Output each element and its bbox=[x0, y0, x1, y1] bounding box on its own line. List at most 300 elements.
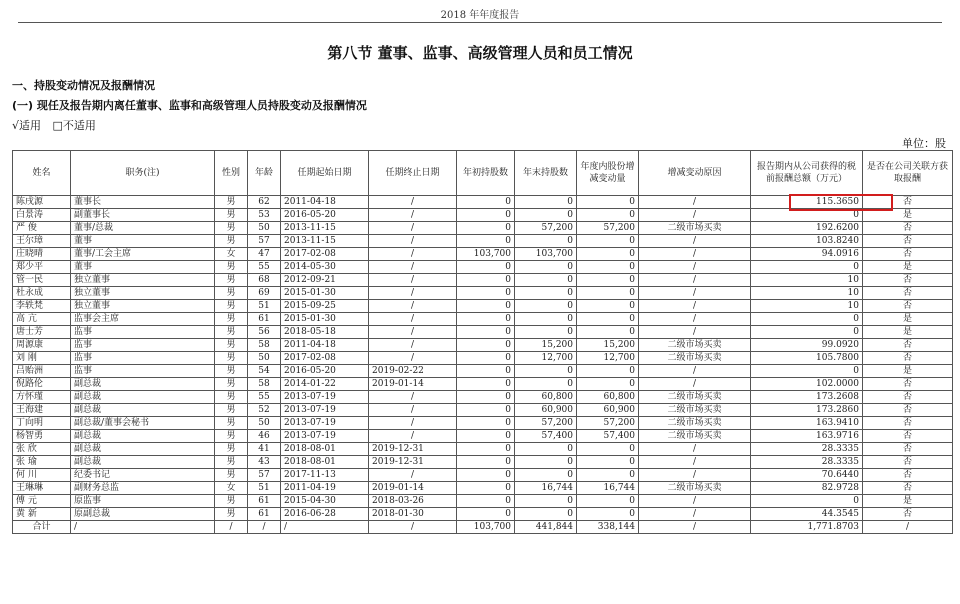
table-cell: 0 bbox=[457, 196, 515, 209]
table-row bbox=[13, 300, 953, 313]
table-cell: / bbox=[369, 430, 457, 443]
table-row bbox=[13, 469, 953, 482]
table-cell: 否 bbox=[863, 378, 953, 391]
table-cell: 0 bbox=[457, 352, 515, 365]
table-cell: 0 bbox=[577, 261, 639, 274]
table-cell: 杜永成 bbox=[13, 287, 71, 300]
table-cell: 否 bbox=[863, 482, 953, 495]
table-cell: 57,200 bbox=[515, 417, 577, 430]
table-cell: 41 bbox=[248, 443, 281, 456]
table-cell: 高 亢 bbox=[13, 313, 71, 326]
table-cell: / bbox=[863, 521, 953, 534]
table-cell: / bbox=[369, 287, 457, 300]
table-cell: 0 bbox=[515, 313, 577, 326]
table-cell: 董事 bbox=[71, 235, 215, 248]
table-cell: 0 bbox=[577, 456, 639, 469]
table-cell: 李轶梵 bbox=[13, 300, 71, 313]
table-cell: / bbox=[369, 261, 457, 274]
table-cell: 独立董事 bbox=[71, 274, 215, 287]
section-title: 第八节 董事、监事、高级管理人员和员工情况 bbox=[327, 44, 633, 62]
table-cell: / bbox=[639, 300, 751, 313]
table-cell: 0 bbox=[457, 508, 515, 521]
table-cell: 61 bbox=[248, 508, 281, 521]
table-cell: 0 bbox=[515, 326, 577, 339]
table-cell: / bbox=[369, 391, 457, 404]
table-cell: 2013-07-19 bbox=[281, 404, 369, 417]
column-header: 年末持股数 bbox=[515, 151, 577, 196]
table-cell: 白景涛 bbox=[13, 209, 71, 222]
column-header: 姓名 bbox=[13, 151, 71, 196]
table-row bbox=[13, 339, 953, 352]
table-cell: 0 bbox=[457, 469, 515, 482]
table-cell: 0 bbox=[577, 235, 639, 248]
table-cell: 吕贻洲 bbox=[13, 365, 71, 378]
table-cell: 副董事长 bbox=[71, 209, 215, 222]
table-cell: 副财务总监 bbox=[71, 482, 215, 495]
table-cell: 男 bbox=[215, 495, 248, 508]
table-cell: 女 bbox=[215, 248, 248, 261]
table-cell: 44.3545 bbox=[751, 508, 863, 521]
table-cell: 0 bbox=[577, 313, 639, 326]
table-cell: 46 bbox=[248, 430, 281, 443]
table-cell: 0 bbox=[577, 469, 639, 482]
table-cell: / bbox=[369, 417, 457, 430]
table-cell: 0 bbox=[515, 209, 577, 222]
table-cell: 50 bbox=[248, 417, 281, 430]
table-cell: / bbox=[639, 443, 751, 456]
table-cell: / bbox=[369, 521, 457, 534]
table-cell: 0 bbox=[515, 378, 577, 391]
table-cell: 0 bbox=[577, 508, 639, 521]
table-cell: 0 bbox=[457, 235, 515, 248]
table-cell: 0 bbox=[751, 495, 863, 508]
table-cell: 0 bbox=[577, 274, 639, 287]
table-cell: 二级市场买卖 bbox=[639, 417, 751, 430]
table-cell: 0 bbox=[577, 326, 639, 339]
table-cell: 2015-01-30 bbox=[281, 313, 369, 326]
table-cell: 董事长 bbox=[71, 196, 215, 209]
table-cell: 338,144 bbox=[577, 521, 639, 534]
table-cell: 2019-02-22 bbox=[369, 365, 457, 378]
table-cell: 2017-02-08 bbox=[281, 248, 369, 261]
table-cell: 103,700 bbox=[457, 521, 515, 534]
table-cell: 2018-03-26 bbox=[369, 495, 457, 508]
table-cell: 刘 刚 bbox=[13, 352, 71, 365]
table-cell: 0 bbox=[751, 209, 863, 222]
highlight-box bbox=[789, 194, 893, 211]
table-cell: 0 bbox=[577, 287, 639, 300]
column-header: 任期起始日期 bbox=[281, 151, 369, 196]
table-cell: 0 bbox=[457, 222, 515, 235]
table-cell: 否 bbox=[863, 417, 953, 430]
table-cell: 男 bbox=[215, 391, 248, 404]
table-cell: 男 bbox=[215, 300, 248, 313]
table-cell: 唐士芳 bbox=[13, 326, 71, 339]
table-cell: 副总裁/董事会秘书 bbox=[71, 417, 215, 430]
table-cell: 47 bbox=[248, 248, 281, 261]
table-cell: 58 bbox=[248, 378, 281, 391]
table-cell: 163.9410 bbox=[751, 417, 863, 430]
table-cell: 董事/工会主席 bbox=[71, 248, 215, 261]
table-cell: / bbox=[639, 248, 751, 261]
table-cell: / bbox=[639, 209, 751, 222]
table-cell: 男 bbox=[215, 287, 248, 300]
table-cell: 163.9716 bbox=[751, 430, 863, 443]
heading-holdings-compensation: 一、持股变动情况及报酬情况 bbox=[12, 79, 155, 92]
table-cell: 50 bbox=[248, 352, 281, 365]
column-header: 性别 bbox=[215, 151, 248, 196]
table-row bbox=[13, 352, 953, 365]
table-header-row bbox=[13, 151, 953, 196]
table-cell: 441,844 bbox=[515, 521, 577, 534]
table-cell: 99.0920 bbox=[751, 339, 863, 352]
table-cell: 2016-06-28 bbox=[281, 508, 369, 521]
table-cell: 是 bbox=[863, 313, 953, 326]
table-cell: / bbox=[369, 313, 457, 326]
table-cell: 54 bbox=[248, 365, 281, 378]
heading-directors-holdings: (一) 现任及报告期内离任董事、监事和高级管理人员持股变动及报酬情况 bbox=[12, 99, 367, 112]
table-cell: 0 bbox=[515, 443, 577, 456]
table-cell: / bbox=[639, 313, 751, 326]
table-cell: 60,900 bbox=[515, 404, 577, 417]
table-cell: 53 bbox=[248, 209, 281, 222]
table-cell: / bbox=[369, 339, 457, 352]
table-cell: 男 bbox=[215, 339, 248, 352]
table-cell: 二级市场买卖 bbox=[639, 430, 751, 443]
table-cell: 副总裁 bbox=[71, 443, 215, 456]
table-cell: 10 bbox=[751, 300, 863, 313]
table-cell: 2011-04-18 bbox=[281, 196, 369, 209]
table-row bbox=[13, 222, 953, 235]
table-cell: 16,744 bbox=[577, 482, 639, 495]
table-cell: / bbox=[369, 235, 457, 248]
table-cell: / bbox=[369, 326, 457, 339]
table-cell: / bbox=[639, 521, 751, 534]
table-cell: 二级市场买卖 bbox=[639, 482, 751, 495]
table-cell: 男 bbox=[215, 196, 248, 209]
table-cell: 1,771.8703 bbox=[751, 521, 863, 534]
table-cell: 2019-01-14 bbox=[369, 482, 457, 495]
option-applicable: √适用 bbox=[12, 119, 42, 132]
table-cell: 倪路伦 bbox=[13, 378, 71, 391]
table-row bbox=[13, 261, 953, 274]
table-cell: 15,200 bbox=[577, 339, 639, 352]
table-row bbox=[13, 313, 953, 326]
table-cell: 102.0000 bbox=[751, 378, 863, 391]
table-cell: 0 bbox=[515, 274, 577, 287]
table-cell: 监事会主席 bbox=[71, 313, 215, 326]
table-cell: 2018-05-18 bbox=[281, 326, 369, 339]
table-cell: 0 bbox=[457, 326, 515, 339]
table-cell: 0 bbox=[457, 274, 515, 287]
table-cell: 2019-01-14 bbox=[369, 378, 457, 391]
column-header: 年龄 bbox=[248, 151, 281, 196]
table-cell: 60,800 bbox=[577, 391, 639, 404]
table-cell: 王尔璋 bbox=[13, 235, 71, 248]
table-cell: 否 bbox=[863, 196, 953, 209]
table-cell: 82.9728 bbox=[751, 482, 863, 495]
table-cell: 0 bbox=[457, 365, 515, 378]
table-cell: 0 bbox=[751, 261, 863, 274]
table-cell: / bbox=[71, 521, 215, 534]
table-cell: 0 bbox=[457, 495, 515, 508]
table-cell: 男 bbox=[215, 417, 248, 430]
table-cell: 57 bbox=[248, 235, 281, 248]
table-cell: 否 bbox=[863, 404, 953, 417]
table-cell: 173.2608 bbox=[751, 391, 863, 404]
table-cell: 男 bbox=[215, 508, 248, 521]
column-header: 任期终止日期 bbox=[369, 151, 457, 196]
table-cell: 监事 bbox=[71, 365, 215, 378]
table-cell: 57,200 bbox=[515, 222, 577, 235]
table-cell: / bbox=[369, 469, 457, 482]
table-cell: 0 bbox=[457, 443, 515, 456]
table-cell: 173.2860 bbox=[751, 404, 863, 417]
table-cell: / bbox=[369, 404, 457, 417]
table-cell: 0 bbox=[457, 378, 515, 391]
table-cell: 2015-04-30 bbox=[281, 495, 369, 508]
table-cell: 王海建 bbox=[13, 404, 71, 417]
table-cell: 否 bbox=[863, 352, 953, 365]
table-cell: / bbox=[639, 261, 751, 274]
table-cell: 2019-12-31 bbox=[369, 443, 457, 456]
table-row bbox=[13, 274, 953, 287]
table-cell: 管一民 bbox=[13, 274, 71, 287]
table-cell: 0 bbox=[515, 300, 577, 313]
table-cell: 0 bbox=[457, 313, 515, 326]
table-cell: 0 bbox=[577, 209, 639, 222]
table-row bbox=[13, 248, 953, 261]
table-cell: 原监事 bbox=[71, 495, 215, 508]
table-cell: 2019-12-31 bbox=[369, 456, 457, 469]
table-cell: 0 bbox=[515, 508, 577, 521]
table-cell: 是 bbox=[863, 365, 953, 378]
table-row bbox=[13, 378, 953, 391]
table-cell: 傅 元 bbox=[13, 495, 71, 508]
table-cell: 103,700 bbox=[457, 248, 515, 261]
table-cell: 50 bbox=[248, 222, 281, 235]
table-cell: 192.6200 bbox=[751, 222, 863, 235]
table-cell: 否 bbox=[863, 443, 953, 456]
table-cell: 0 bbox=[577, 378, 639, 391]
table-cell: 郑少平 bbox=[13, 261, 71, 274]
table-cell: 副总裁 bbox=[71, 391, 215, 404]
table-cell: 男 bbox=[215, 404, 248, 417]
table-cell: 否 bbox=[863, 287, 953, 300]
table-cell: 28.3335 bbox=[751, 443, 863, 456]
table-cell: 丁向明 bbox=[13, 417, 71, 430]
column-header: 是否在公司关联方获取报酬 bbox=[863, 151, 953, 196]
table-cell: 男 bbox=[215, 430, 248, 443]
table-cell: 2014-05-30 bbox=[281, 261, 369, 274]
column-header: 年度内股份增减变动量 bbox=[577, 151, 639, 196]
table-cell: 方怀瑾 bbox=[13, 391, 71, 404]
table-cell: 男 bbox=[215, 313, 248, 326]
table-cell: 61 bbox=[248, 495, 281, 508]
table-cell: 51 bbox=[248, 482, 281, 495]
table-row bbox=[13, 456, 953, 469]
table-cell: / bbox=[639, 287, 751, 300]
table-cell: / bbox=[639, 326, 751, 339]
table-cell: 纪委书记 bbox=[71, 469, 215, 482]
table-cell: 52 bbox=[248, 404, 281, 417]
table-cell: / bbox=[215, 521, 248, 534]
table-row bbox=[13, 417, 953, 430]
table-cell: 陈戌源 bbox=[13, 196, 71, 209]
table-cell: 2016-05-20 bbox=[281, 365, 369, 378]
table-cell: 0 bbox=[577, 300, 639, 313]
table-cell: 2013-11-15 bbox=[281, 235, 369, 248]
table-cell: 0 bbox=[457, 456, 515, 469]
table-cell: / bbox=[639, 469, 751, 482]
table-cell: / bbox=[248, 521, 281, 534]
table-cell: 57,400 bbox=[577, 430, 639, 443]
column-header: 年初持股数 bbox=[457, 151, 515, 196]
table-cell: 43 bbox=[248, 456, 281, 469]
table-cell: 2013-07-19 bbox=[281, 391, 369, 404]
table-cell: 男 bbox=[215, 469, 248, 482]
table-cell: 0 bbox=[457, 391, 515, 404]
table-cell: 男 bbox=[215, 274, 248, 287]
table-cell: 0 bbox=[457, 261, 515, 274]
table-cell: / bbox=[639, 456, 751, 469]
table-cell: 否 bbox=[863, 235, 953, 248]
table-body bbox=[13, 196, 953, 534]
table-cell: 10 bbox=[751, 287, 863, 300]
column-header: 职务(注) bbox=[71, 151, 215, 196]
table-cell: / bbox=[639, 235, 751, 248]
table-cell: 0 bbox=[457, 404, 515, 417]
table-cell: 否 bbox=[863, 391, 953, 404]
table-cell: 2017-02-08 bbox=[281, 352, 369, 365]
table-cell: 副总裁 bbox=[71, 430, 215, 443]
table-cell: / bbox=[369, 222, 457, 235]
table-cell: 2017-11-13 bbox=[281, 469, 369, 482]
table-cell: 103.8240 bbox=[751, 235, 863, 248]
table-cell: 70.6440 bbox=[751, 469, 863, 482]
table-cell: 二级市场买卖 bbox=[639, 391, 751, 404]
table-cell: 男 bbox=[215, 209, 248, 222]
table-cell: 2016-05-20 bbox=[281, 209, 369, 222]
table-cell: 2015-09-25 bbox=[281, 300, 369, 313]
table-cell: 56 bbox=[248, 326, 281, 339]
table-cell: 15,200 bbox=[515, 339, 577, 352]
table-cell: 2013-07-19 bbox=[281, 430, 369, 443]
table-cell: 0 bbox=[751, 365, 863, 378]
table-cell: 男 bbox=[215, 235, 248, 248]
table-row bbox=[13, 287, 953, 300]
unit-label: 单位：股 bbox=[902, 137, 946, 150]
table-cell: 61 bbox=[248, 313, 281, 326]
table-cell: 黄 新 bbox=[13, 508, 71, 521]
table-cell: 何 川 bbox=[13, 469, 71, 482]
table-cell: 12,700 bbox=[515, 352, 577, 365]
table-cell: 57 bbox=[248, 469, 281, 482]
table-cell: 0 bbox=[515, 196, 577, 209]
table-cell: 2018-08-01 bbox=[281, 456, 369, 469]
table-cell: 独立董事 bbox=[71, 300, 215, 313]
table-cell: 0 bbox=[577, 443, 639, 456]
table-cell: / bbox=[281, 521, 369, 534]
table-cell: 60,900 bbox=[577, 404, 639, 417]
table-cell: 10 bbox=[751, 274, 863, 287]
table-cell: / bbox=[369, 300, 457, 313]
table-cell: 否 bbox=[863, 339, 953, 352]
table-cell: 男 bbox=[215, 352, 248, 365]
table-cell: 2018-08-01 bbox=[281, 443, 369, 456]
table-cell: 0 bbox=[457, 482, 515, 495]
table-cell: 0 bbox=[577, 495, 639, 508]
table-cell: 57,400 bbox=[515, 430, 577, 443]
table-cell: 合计 bbox=[13, 521, 71, 534]
table-row bbox=[13, 495, 953, 508]
table-cell: 副总裁 bbox=[71, 456, 215, 469]
table-cell: 男 bbox=[215, 326, 248, 339]
table-cell: 16,744 bbox=[515, 482, 577, 495]
table-cell: 2014-01-22 bbox=[281, 378, 369, 391]
table-cell: 0 bbox=[515, 495, 577, 508]
total-row bbox=[13, 521, 953, 534]
table-cell: 12,700 bbox=[577, 352, 639, 365]
table-cell: 0 bbox=[577, 196, 639, 209]
table-cell: 0 bbox=[457, 430, 515, 443]
table-cell: 58 bbox=[248, 339, 281, 352]
table-cell: 是 bbox=[863, 261, 953, 274]
table-cell: / bbox=[639, 378, 751, 391]
table-row bbox=[13, 365, 953, 378]
table-row bbox=[13, 404, 953, 417]
table-cell: / bbox=[369, 274, 457, 287]
table-cell: 否 bbox=[863, 300, 953, 313]
table-cell: 0 bbox=[457, 300, 515, 313]
table-cell: 0 bbox=[515, 261, 577, 274]
table-cell: 60,800 bbox=[515, 391, 577, 404]
table-cell: 监事 bbox=[71, 352, 215, 365]
table-cell: 否 bbox=[863, 456, 953, 469]
table-cell: 董事 bbox=[71, 261, 215, 274]
table-cell: 0 bbox=[577, 365, 639, 378]
table-cell: 0 bbox=[457, 209, 515, 222]
column-header: 报告期内从公司获得的税前报酬总额（万元） bbox=[751, 151, 863, 196]
table-cell: 二级市场买卖 bbox=[639, 339, 751, 352]
table-cell: 副总裁 bbox=[71, 404, 215, 417]
table-row bbox=[13, 326, 953, 339]
table-cell: 57,200 bbox=[577, 417, 639, 430]
table-cell: / bbox=[639, 365, 751, 378]
table-cell: 2013-07-19 bbox=[281, 417, 369, 430]
table-cell: / bbox=[639, 196, 751, 209]
table-cell: 0 bbox=[515, 287, 577, 300]
table-cell: 0 bbox=[751, 326, 863, 339]
table-cell: 2013-11-15 bbox=[281, 222, 369, 235]
table-cell: 男 bbox=[215, 261, 248, 274]
table-cell: 2011-04-18 bbox=[281, 339, 369, 352]
table-cell: 董事/总裁 bbox=[71, 222, 215, 235]
table-cell: 男 bbox=[215, 378, 248, 391]
table-cell: 否 bbox=[863, 222, 953, 235]
table-cell: 55 bbox=[248, 391, 281, 404]
table-cell: 男 bbox=[215, 365, 248, 378]
table-cell: 0 bbox=[457, 417, 515, 430]
table-row bbox=[13, 482, 953, 495]
table-row bbox=[13, 391, 953, 404]
table-row bbox=[13, 508, 953, 521]
table-cell: 0 bbox=[457, 339, 515, 352]
table-cell: / bbox=[639, 495, 751, 508]
table-row bbox=[13, 443, 953, 456]
table-cell: 张 瑜 bbox=[13, 456, 71, 469]
table-cell: 2011-04-19 bbox=[281, 482, 369, 495]
